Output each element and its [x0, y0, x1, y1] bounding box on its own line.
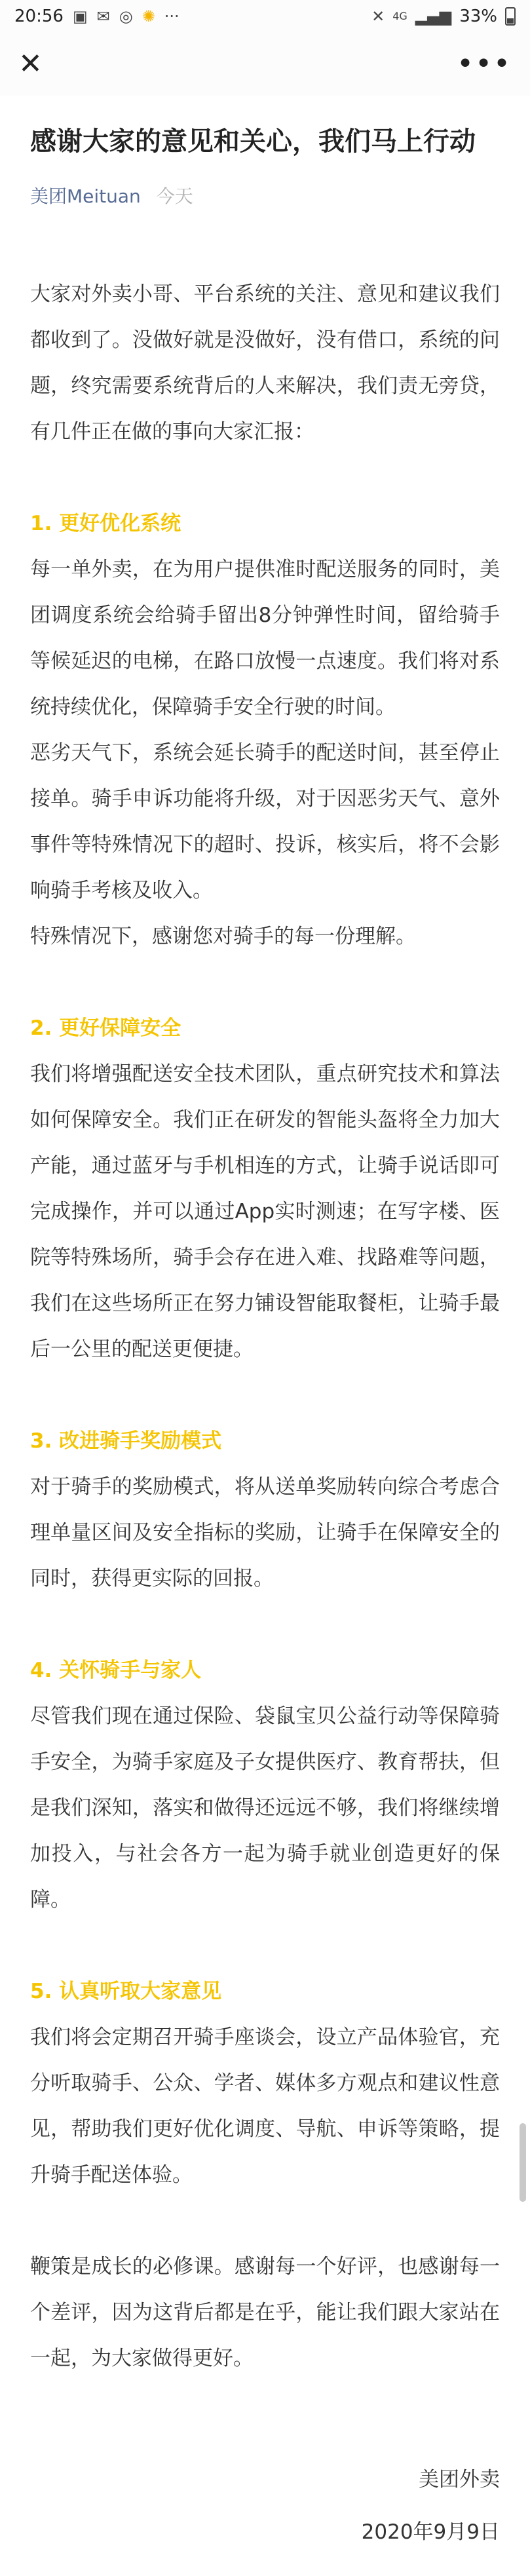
- status-more-dots: ···: [164, 7, 180, 26]
- chat-icon: ◎: [119, 7, 133, 26]
- weather-icon: ✺: [142, 7, 155, 26]
- more-options-button[interactable]: •••: [457, 47, 512, 81]
- signature: 美团外卖: [419, 2468, 500, 2491]
- message-icon: ✉: [96, 7, 110, 26]
- intro-paragraph: 大家对外卖小哥、平台系统的关注、意见和建议我们都收到了。没做好就是没做好，没有借口，系统的问题，终究需要系统背后的人来解决，我们责无旁贷，有几件正在做的事向大家汇报：: [30, 282, 500, 444]
- status-bar: [0, 0, 530, 33]
- nav-bar: [0, 33, 530, 96]
- scrollbar-thumb[interactable]: [520, 2123, 526, 2202]
- section-2-paragraph-1: 我们将增强配送安全技术团队，重点研究技术和算法如何保障安全。我们正在研发的智能头盔将全力加大产能，通过蓝牙与手机相连的方式，让骑手说话即可完成操作，并可以通过App实时测速；在写字楼、医院等特殊场所，骑手会存在进入难、找路难等问题，我们在这些场所正在努力铺设智能取餐柜，让骑手最后一公里的配送更便捷。: [30, 1062, 500, 1361]
- closing-paragraph: 鞭策是成长的必修课。感谢每一个好评，也感谢每一个差评，因为这背后都是在乎，能让我们跟大家站在一起，为大家做得更好。: [30, 2255, 500, 2370]
- section-3-paragraph-1: 对于骑手的奖励模式，将从送单奖励转向综合考虑合理单量区间及安全指标的奖励，让骑手在保障安全的同时，获得更实际的回报。: [30, 1475, 500, 1590]
- status-left: [14, 7, 180, 26]
- section-1-paragraph-3: 特殊情况下，感谢您对骑手的每一份理解。: [30, 925, 416, 948]
- section-heading-1: 1. 更好优化系统: [30, 512, 181, 535]
- article-meta: [30, 182, 500, 208]
- close-button[interactable]: ✕: [18, 47, 43, 81]
- battery-icon: [505, 7, 516, 26]
- section-heading-4: 4. 关怀骑手与家人: [30, 1659, 202, 1682]
- gallery-icon: ▣: [72, 7, 88, 26]
- signal-icon: ▂▄▆: [415, 7, 452, 26]
- section-1-paragraph-2: 恶劣天气下，系统会延长骑手的配送时间，甚至停止接单。骑手申诉功能将升级，对于因恶劣天气、意外事件等特殊情况下的超时、投诉，核实后，将不会影响骑手考核及收入。: [30, 741, 500, 902]
- publish-date: 今天: [156, 185, 193, 207]
- section-heading-2: 2. 更好保障安全: [30, 1016, 181, 1040]
- section-heading-5: 5. 认真听取大家意见: [30, 1980, 222, 2003]
- battery-level: 33%: [459, 7, 497, 26]
- network-label: 4G: [392, 10, 407, 22]
- account-name-link[interactable]: 美团Meituan: [30, 185, 141, 207]
- section-5-paragraph-1: 我们将会定期召开骑手座谈会，设立产品体验官，充分听取骑手、公众、学者、媒体多方观点和建议性意见，帮助我们更好优化调度、导航、申诉等策略，提升骑手配送体验。: [30, 2026, 500, 2187]
- section-4-paragraph-1: 尽管我们现在通过保险、袋鼠宝贝公益行动等保障骑手安全，为骑手家庭及子女提供医疗、教育帮扶，但是我们深知，落实和做得还远远不够，我们将继续增加投入，与社会各方一起为骑手就业创造更好的保障。: [30, 1704, 500, 1912]
- signature-date: 2020年9月9日: [361, 2520, 500, 2544]
- section-heading-3: 3. 改进骑手奖励模式: [30, 1429, 222, 1453]
- status-right: [371, 7, 516, 26]
- article-body: [30, 271, 500, 2558]
- mute-icon: ✕: [371, 7, 385, 26]
- article-title: 感谢大家的意见和关心，我们马上行动: [30, 126, 476, 157]
- article: [0, 98, 530, 2558]
- section-1-paragraph-1: 每一单外卖，在为用户提供准时配送服务的同时，美团调度系统会给骑手留出8分钟弹性时间，留给骑手等候延迟的电梯，在路口放慢一点速度。我们将对系统持续优化，保障骑手安全行驶的时间。: [30, 558, 500, 719]
- status-time: 20:56: [14, 7, 64, 26]
